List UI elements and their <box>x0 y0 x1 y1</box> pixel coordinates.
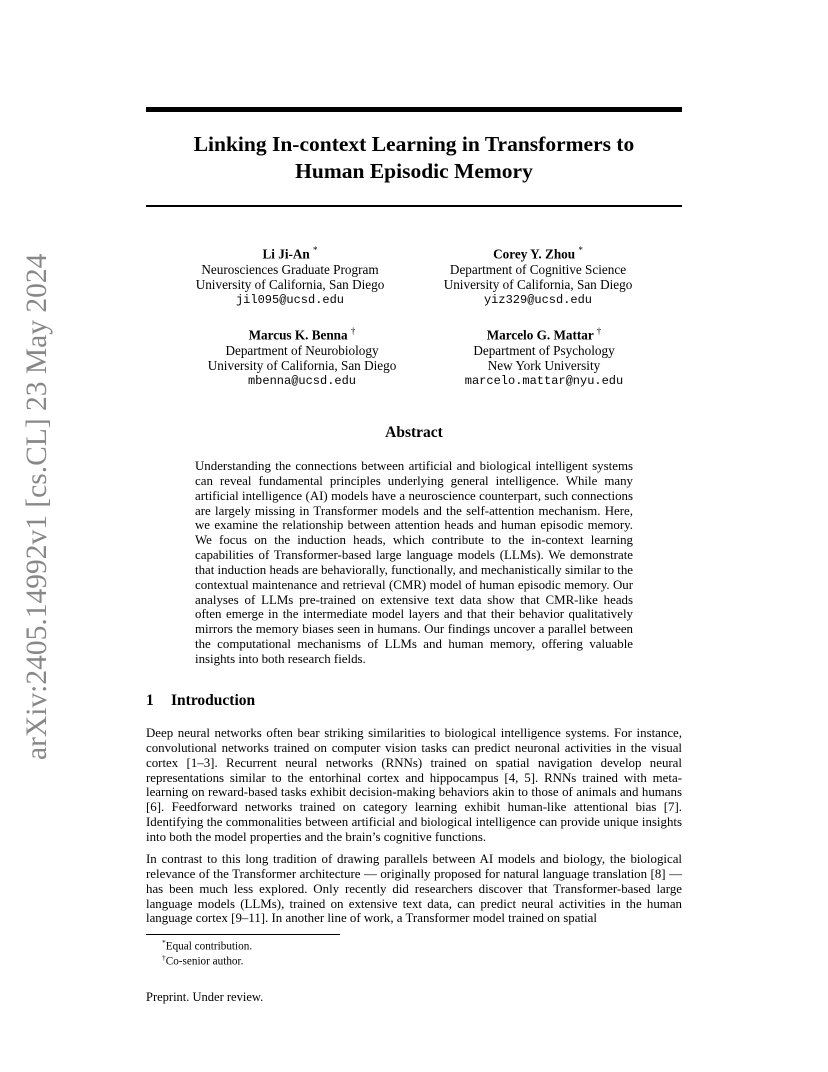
author-institution: New York University <box>487 358 601 374</box>
author-institution: University of California, San Diego <box>207 358 397 374</box>
preprint-notice: Preprint. Under review. <box>146 990 264 1004</box>
intro-paragraph-2: In contrast to this long tradition of drawing parallels between AI models and biology, the biological relevance of the Transformer architecture — originally proposed for natural language translation [8] — has been much less explored. Only recently did researchers discover that Transformer-based large language models (LLMs), trained on extensive text data, can predict neural activities in the human language cortex [9–11]. In another line of work, a Transformer model trained on spatial <box>146 852 682 926</box>
section-number: 1 <box>146 692 154 709</box>
title-line-2: Human Episodic Memory <box>295 159 533 183</box>
footnote-text: Co-senior author. <box>165 955 244 968</box>
footnote-rule <box>146 934 340 935</box>
title-bottom-rule <box>146 205 682 207</box>
abstract-heading: Abstract <box>385 424 443 441</box>
author-affiliation: Department of Psychology <box>473 342 615 358</box>
section-title: Introduction <box>171 692 256 709</box>
author-affiliation: Department of Neurobiology <box>225 342 379 358</box>
author-mark: * <box>578 245 583 255</box>
author-block-2 <box>404 243 672 308</box>
author-name: Corey Y. Zhou * <box>493 245 583 262</box>
title-line-1: Linking In-context Learning in Transformers to <box>193 132 635 156</box>
author-mark: † <box>596 326 602 336</box>
footnote-mark: † <box>162 953 166 962</box>
author-email[interactable]: marcelo.mattar@nyu.edu <box>464 373 624 388</box>
author-name: Marcus K. Benna † <box>248 326 356 343</box>
author-email[interactable]: mbenna@ucsd.edu <box>247 373 357 388</box>
intro-paragraph-1: Deep neural networks often bear striking similarities to biological intelligence systems. For instance, convolutional networks trained on computer vision tasks can predict neuronal activities in the visual cortex [1–3]. Recurrent neural networks (RNNs) trained on spatial navigation develop neural representations similar to the entorhinal cortex and hippocampus [4, 5]. RNNs trained with meta-learning on reward-based tasks exhibit decision-making behaviors akin to those of animals and humans [6]. Feedforward networks trained on category learning exhibit human-like attentional bias [7]. Identifying the commonalities between artificial and biological intelligence can provide unique insights into both the model properties and the brain’s cognitive functions. <box>146 726 682 844</box>
author-block-1 <box>156 243 424 308</box>
author-institution: University of California, San Diego <box>195 277 385 293</box>
author-affiliation: Neurosciences Graduate Program <box>201 261 379 277</box>
author-block-4 <box>410 324 678 389</box>
footnote-text: Equal contribution. <box>165 940 253 953</box>
author-email[interactable]: yiz329@ucsd.edu <box>483 292 593 307</box>
author-mark: * <box>313 245 318 255</box>
footnote-co-senior <box>146 951 546 969</box>
author-institution: University of California, San Diego <box>443 277 633 293</box>
arxiv-identifier: arXiv:2405.14992v1 [cs.CL] 23 May 2024 <box>21 253 53 760</box>
author-block-3 <box>168 324 436 389</box>
author-mark: † <box>350 326 356 336</box>
title-top-rule <box>146 107 682 112</box>
author-name: Li Ji-An * <box>262 245 318 262</box>
author-name: Marcelo G. Mattar † <box>486 326 602 343</box>
paper-title <box>146 131 682 185</box>
abstract-body: Understanding the connections between artificial and biological intelligent systems can reveal fundamental principles underlying general intelligence. While many artificial intelligence (AI) models have a neuroscience counterpart, such connections are largely missing in Transformer models and the self-attention mechanism. Here, we examine the relationship between attention heads and human episodic memory. We focus on the induction heads, which contribute to the in-context learning capabilities of Transformer-based large language models (LLMs). We demonstrate that induction heads are behaviorally, functionally, and mechanistically similar to the contextual maintenance and retrieval (CMR) model of human episodic memory. Our analyses of LLMs pre-trained on extensive text data show that CMR-like heads often emerge in the intermediate model layers and that their behavior qualitatively mirrors the memory biases seen in humans. Our findings uncover a parallel between the computational mechanisms of LLMs and human memory, offering valuable insights into both research fields. <box>195 459 633 666</box>
author-email[interactable]: jil095@ucsd.edu <box>235 292 345 307</box>
section-heading-introduction <box>146 692 682 710</box>
footnote-mark: * <box>162 938 166 947</box>
author-affiliation: Department of Cognitive Science <box>449 261 627 277</box>
